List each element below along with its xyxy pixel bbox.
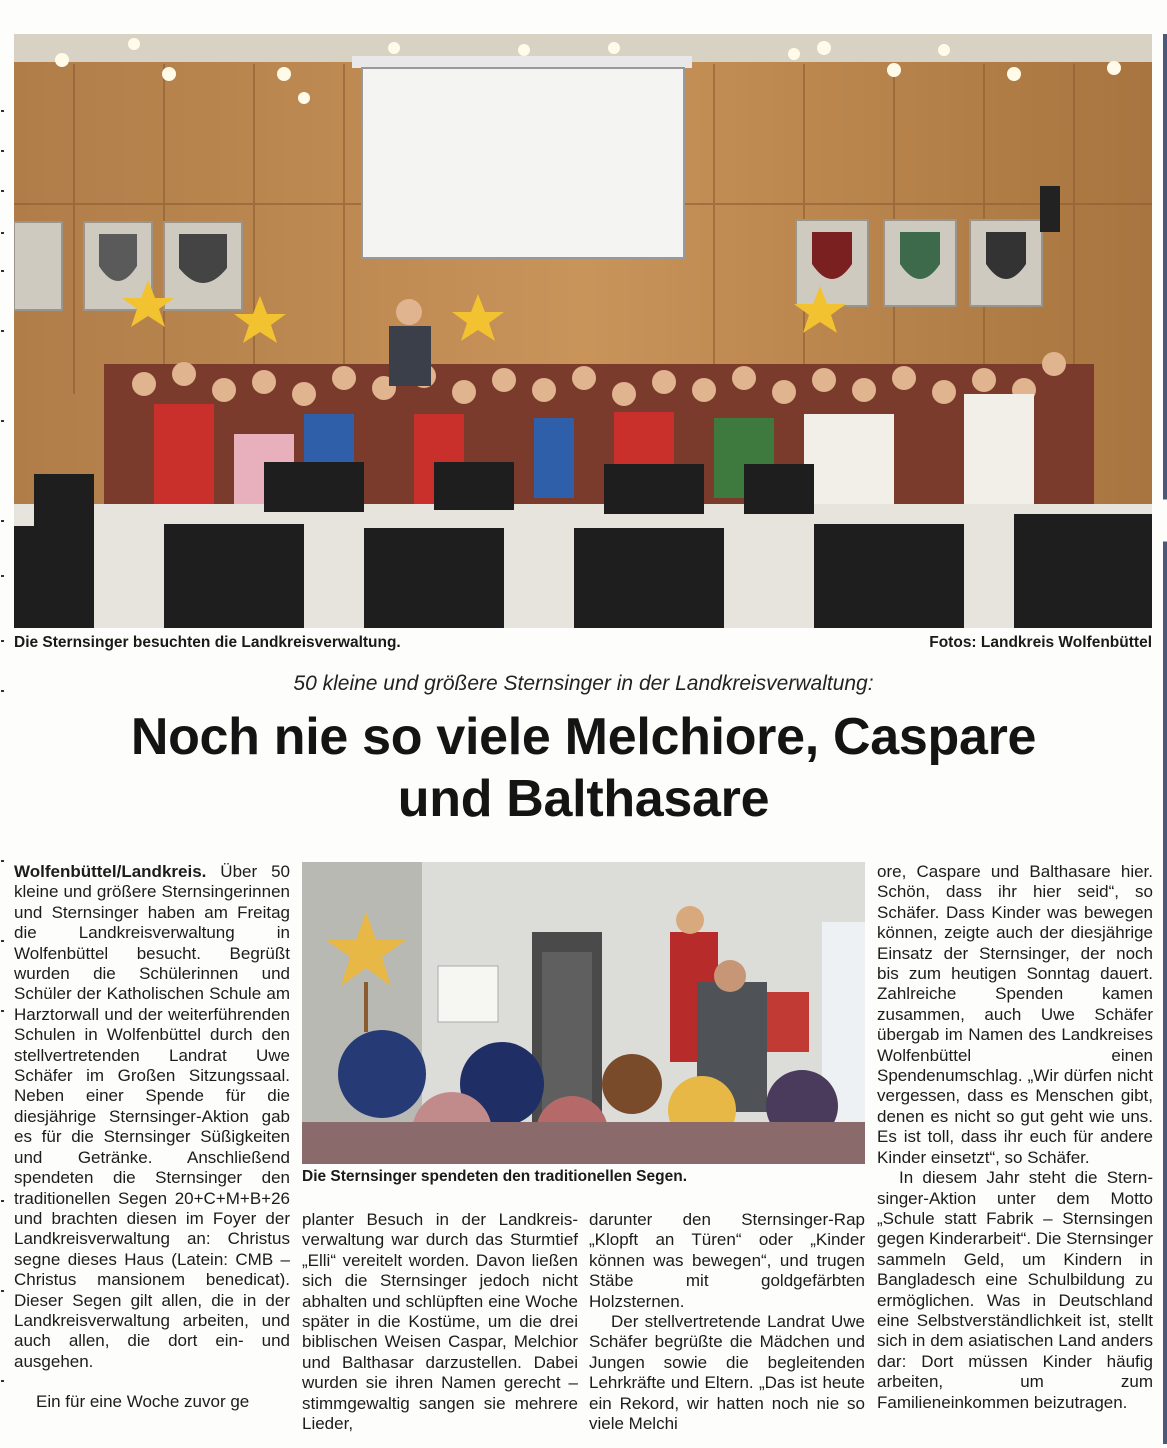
headline-line-2: und Balthasare bbox=[397, 770, 770, 828]
second-photo-illustration bbox=[302, 862, 865, 1164]
main-photo-caption-row bbox=[14, 634, 1152, 656]
headline bbox=[0, 706, 1167, 830]
article-column-4 bbox=[877, 862, 1153, 1413]
article-paragraph: Ein für eine Woche zuvor ge bbox=[36, 1392, 250, 1412]
kicker: 50 kleine und größere Sternsinger in der Landkreisverwaltung: bbox=[293, 672, 874, 695]
headline-line-1: Noch nie so viele Melchiore, Caspare bbox=[130, 708, 1037, 766]
article-paragraph: In diesem Jahr steht die Sternsinger-Aktion unter dem Motto „Schule statt Fabrik – Sternsingen gegen Kinderarbeit“. Die Sternsinger sammeln Geld, um Kindern in Bangladesch eine Schulbildung zu ermöglichen. Was in Deutschland eine Selbstverständlichkeit ist, stellt sich in dem asiatischen Land anders dar: Dort müssen Kinder häufig arbeiten, um zum Familieneinkommen beizutragen. bbox=[877, 1168, 1153, 1412]
photo-credit: Fotos: Landkreis Wolfenbüttel bbox=[929, 634, 1152, 651]
article-column-1 bbox=[14, 862, 290, 1413]
article-paragraph: darunter den Sternsinger-Rap „Klopft an Türen“ oder „Kinder können was bewegen“, und trugen Stäbe mit goldgefärbten Holzsternen. bbox=[589, 1210, 865, 1311]
dateline: Wolfenbüttel/Landkreis. bbox=[14, 862, 207, 881]
article-paragraph: ore, Caspare und Balthasare hier. Schön, dass ihr hier seid“, so Schäfer. Dass Kinder was bewegen können, zeigte auch der diesjährige Einsatz der Sternsinger, der noch bis zum heutigen Sonntag dauert. Zahlreiche Spenden kamen zusammen, auch Uwe Schäfer übergab im Namen des Landkreises Wolfenbüttel einen Spendenumschlag. „Wir dürfen nicht vergessen, dass es Menschen gibt, denen es nicht so gut geht wie uns. Es ist toll, dass ihr euch für andere Kinder einsetzt“, so Schäfer. bbox=[877, 862, 1153, 1167]
main-photo bbox=[14, 34, 1152, 628]
second-photo-caption: Die Sternsinger spendeten den traditionellen Segen. bbox=[302, 1168, 687, 1185]
article-paragraph: planter Besuch in der Landkreisverwaltung war durch das Sturmtief „Elli“ vereitelt worden. Davon ließen sich die Sternsinger jedoch nicht abhalten und schlüpften eine Woche später in die Kostüme, um die drei biblischen Weisen Caspar, Melchior und Balthasar darzustellen. Dabei wurden sie ihren Namen gerecht – stimmgewaltig sangen sie mehrere Lieder, bbox=[302, 1210, 578, 1434]
main-photo-illustration bbox=[14, 34, 1152, 628]
main-photo-caption: Die Sternsinger besuchten die Landkreisverwaltung. bbox=[14, 634, 401, 651]
article-paragraph bbox=[14, 862, 290, 1372]
article-paragraph: Der stellvertretende Landrat Uwe Schäfer begrüßte die Mädchen und Jungen sowie die begleitenden Lehrkräfte und Eltern. „Das ist heute ein Rekord, wir hatten noch nie so viele Melchi bbox=[589, 1312, 865, 1434]
article-text: Über 50 kleine und größere Sternsingerinnen und Sternsinger haben am Freitag die Landkreisverwaltung in Wolfenbüttel besucht. Begrüßt wurden die Schülerinnen und Schüler der Katholischen Schule am Harztorwall und der weiterführenden Schulen in Wolfenbüttel durch den stellvertretenden Landrat Uwe Schäfer im Großen Sitzungssaal. Neben einer Spende für die diesjährige Sternsinger-Aktion gab es für die Sternsinger Süßigkeiten und Getränke. Anschließend spendeten die Sternsinger den traditionellen Segen 20+C+M+B+26 und brachten diesen im Foyer der Landkreisverwaltung an: Christus segne dieses Haus (Latein: CMB – Christus mansionem benedicat). Dieser Segen gilt allen, die in der Landkreisverwaltung arbeiten, und auch allen, die dort ein- und ausgehen. bbox=[14, 862, 290, 1371]
article-column-3 bbox=[589, 1210, 865, 1434]
second-photo bbox=[302, 862, 865, 1164]
article-column-2 bbox=[302, 1210, 578, 1434]
